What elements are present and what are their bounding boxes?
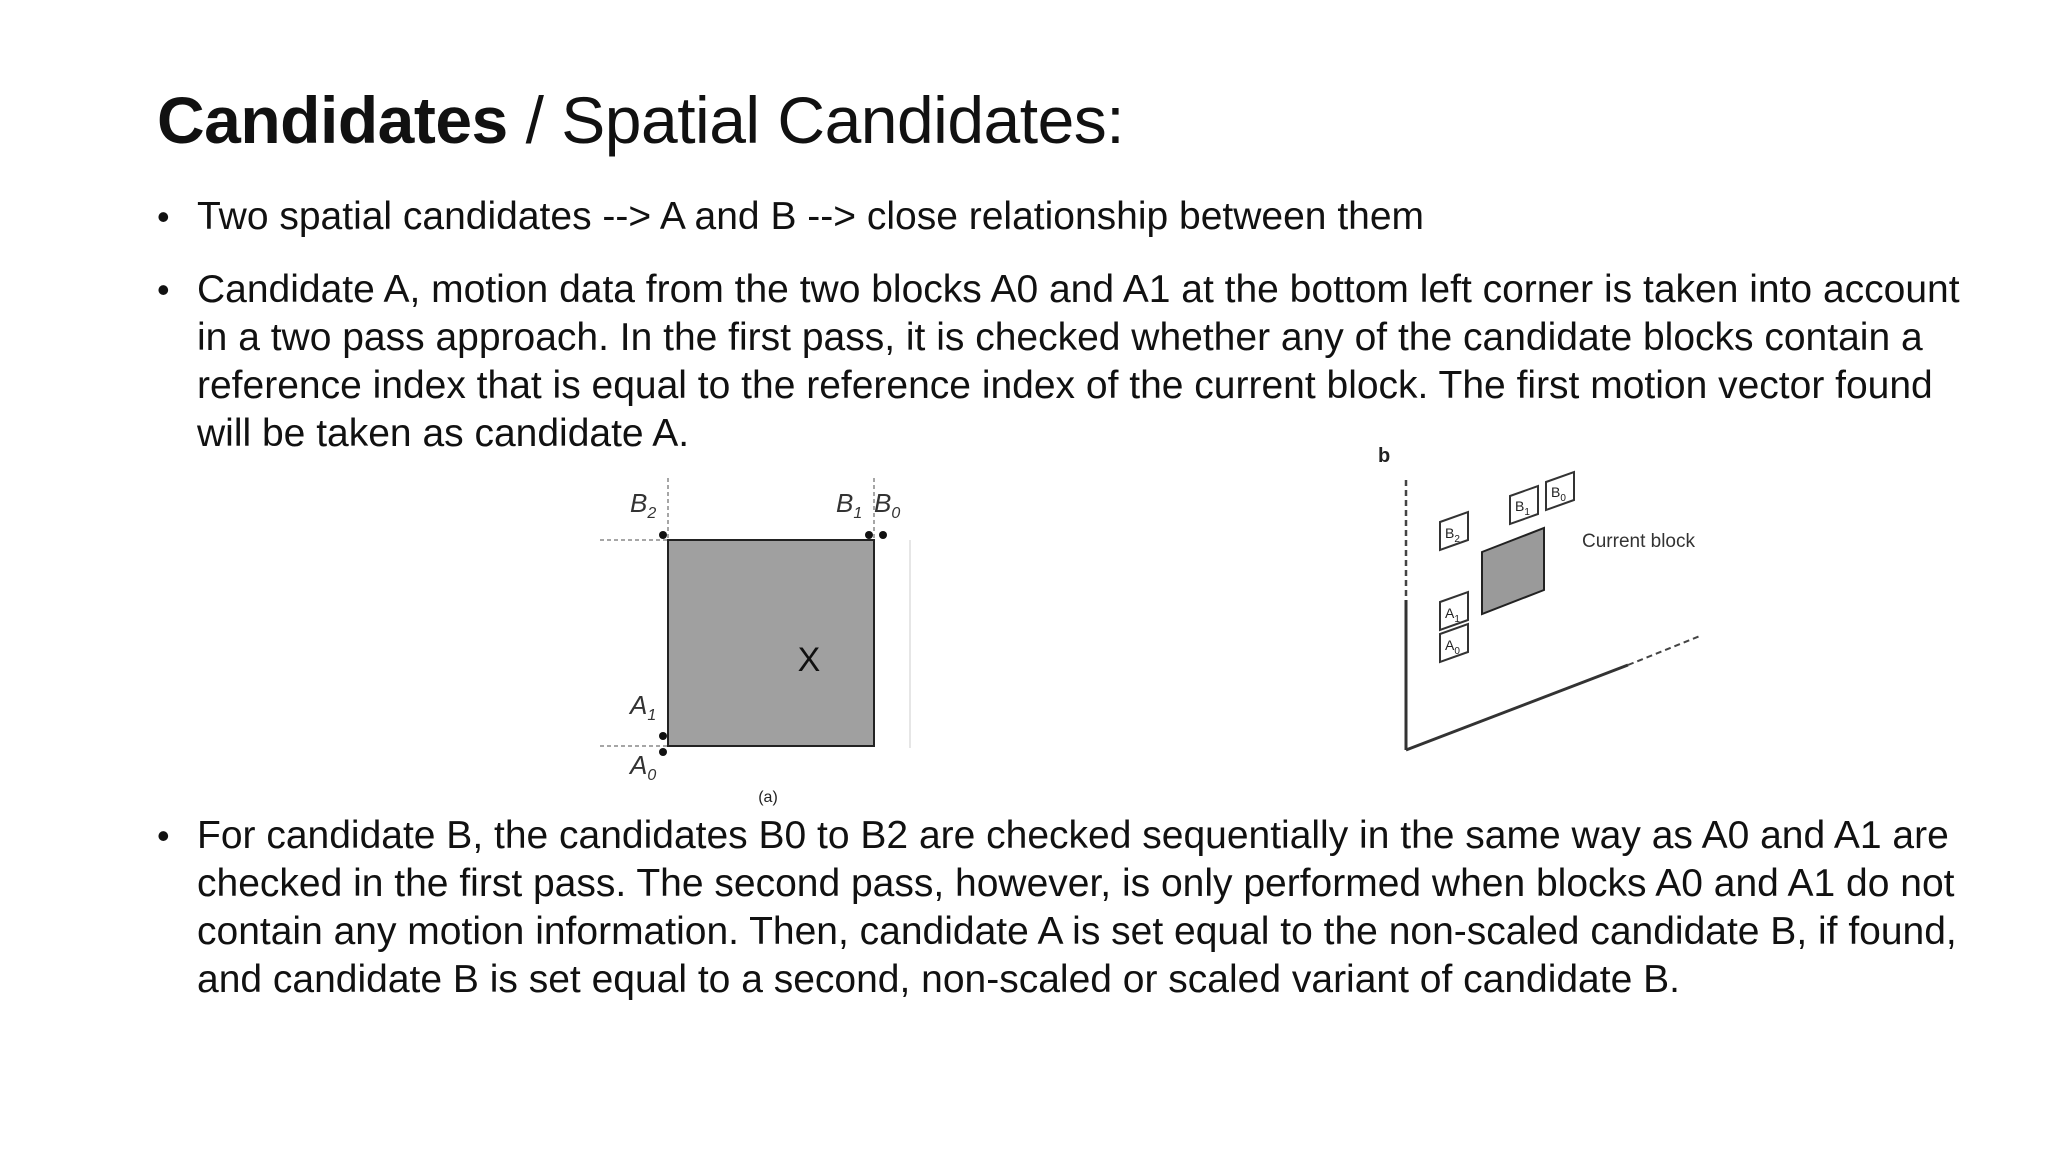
bullet-list-candidate-a	[157, 266, 1977, 458]
block-b2	[1440, 512, 1468, 550]
current-block-label-x: X	[797, 641, 821, 679]
title-rest: / Spatial Candidates:	[507, 83, 1125, 157]
bullet-list-top	[157, 193, 1977, 241]
label-b2: $B_2$	[630, 488, 657, 522]
slide-title	[157, 82, 1124, 158]
block-a0	[1440, 624, 1468, 662]
block-a1	[1440, 592, 1468, 630]
bullet-candidate-b: • For candidate B, the candidates B0 to B2 are checked sequentially in the same way as A0 and A1 are checked in the first pass. The second pass, however, is only performed when blocks A0 and A1 do not contain any motion information. Then, candidate A is set equal to the non-scaled candidate B, if found, and candidate B is set equal to a second, non-scaled or scaled variant of candidate B.	[157, 812, 1977, 1004]
dot-b2	[659, 531, 667, 539]
bullet-candidate-a: • Candidate A, motion data from the two blocks A0 and A1 at the bottom left corner is taken into account in a two pass approach. In the first pass, it is checked whether any of the candidate blocks contain a reference index that is equal to the reference index of the current block. The first motion vector found will be taken as candidate A.	[157, 266, 1977, 458]
svg-text:A0: $A_0$	[1445, 637, 1460, 657]
figure-a-caption: (a)	[758, 789, 778, 806]
dot-a0	[659, 748, 667, 756]
bullet-two-spatial-candidates: • Two spatial candidates --> A and B --> close relationship between them	[157, 193, 1977, 241]
current-block-label: Current block	[1582, 531, 1695, 552]
figure-a-neighbour-diagram	[590, 478, 920, 808]
svg-text:B1: $B_1$	[1515, 498, 1530, 518]
svg-text:B2: $B_2$	[1445, 525, 1460, 545]
figure-b-perspective-diagram	[1360, 440, 1730, 770]
dot-a1	[659, 732, 667, 740]
bullet-list-candidate-b	[157, 812, 1977, 1004]
label-a0: $A_0$	[630, 750, 657, 784]
axis-horizontal-dashed	[1628, 636, 1700, 665]
label-b1: $B_1$	[836, 488, 863, 522]
svg-text:B0: $B_0$	[1551, 484, 1566, 504]
figure-b-panel-label: b	[1378, 445, 1391, 467]
axis-horizontal	[1406, 665, 1628, 750]
dot-b1	[865, 531, 873, 539]
title-bold: Candidates	[157, 83, 508, 157]
dot-b0	[879, 531, 887, 539]
label-a1: $A_1$	[630, 690, 657, 724]
svg-text:A1: $A_1$	[1445, 605, 1460, 625]
current-block	[668, 540, 874, 746]
block-b1	[1510, 486, 1538, 524]
current-block	[1482, 528, 1544, 614]
label-b0: $B_0$	[874, 488, 901, 522]
block-b0	[1546, 472, 1574, 510]
